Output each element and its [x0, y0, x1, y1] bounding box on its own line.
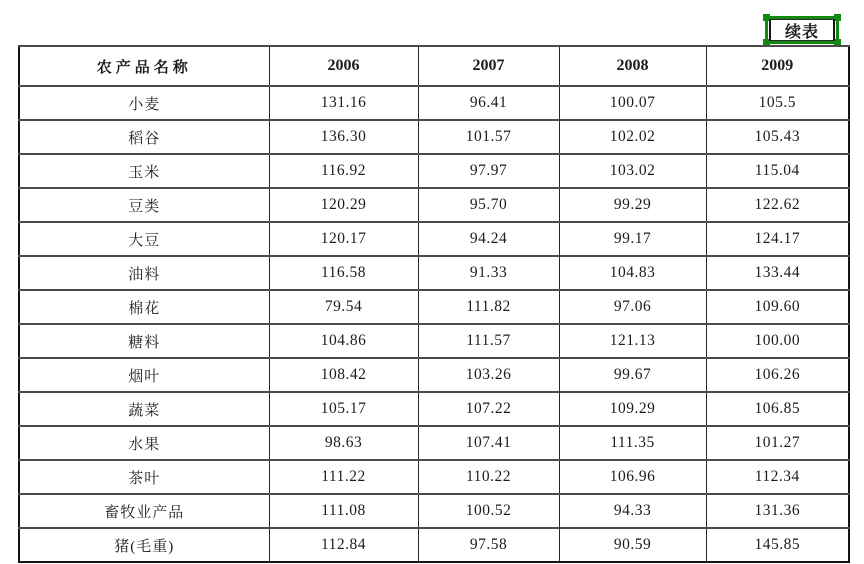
value-2007-cell: 103.26 — [418, 358, 559, 392]
value-2008-cell: 100.07 — [559, 86, 706, 120]
value-2006-cell: 111.08 — [269, 494, 418, 528]
value-2009-cell: 115.04 — [706, 154, 849, 188]
value-2006-cell: 112.84 — [269, 528, 418, 562]
value-2007-cell: 97.58 — [418, 528, 559, 562]
value-2007-cell: 101.57 — [418, 120, 559, 154]
product-name-cell: 茶叶 — [19, 460, 269, 494]
product-name-cell: 烟叶 — [19, 358, 269, 392]
value-2006-cell: 111.22 — [269, 460, 418, 494]
value-2006-cell: 98.63 — [269, 426, 418, 460]
product-name-cell: 猪(毛重) — [19, 528, 269, 562]
table-row — [19, 120, 849, 154]
value-2008-cell: 103.02 — [559, 154, 706, 188]
value-2009-cell: 105.43 — [706, 120, 849, 154]
value-2008-cell: 104.83 — [559, 256, 706, 290]
value-2009-cell: 112.34 — [706, 460, 849, 494]
value-2009-cell: 122.62 — [706, 188, 849, 222]
table-row — [19, 188, 849, 222]
value-2006-cell: 116.58 — [269, 256, 418, 290]
header-product-name: 农产品名称 — [19, 46, 269, 86]
table-row — [19, 222, 849, 256]
value-2006-cell: 79.54 — [269, 290, 418, 324]
header-year-2009: 2009 — [706, 46, 849, 86]
product-name-cell: 棉花 — [19, 290, 269, 324]
value-2009-cell: 133.44 — [706, 256, 849, 290]
value-2008-cell: 99.17 — [559, 222, 706, 256]
agricultural-price-index-table — [18, 45, 850, 563]
value-2009-cell: 106.85 — [706, 392, 849, 426]
value-2007-cell: 97.97 — [418, 154, 559, 188]
value-2009-cell: 106.26 — [706, 358, 849, 392]
product-name-cell: 小麦 — [19, 86, 269, 120]
product-name-cell: 畜牧业产品 — [19, 494, 269, 528]
table-row — [19, 86, 849, 120]
product-name-cell: 大豆 — [19, 222, 269, 256]
value-2007-cell: 110.22 — [418, 460, 559, 494]
value-2007-cell: 111.57 — [418, 324, 559, 358]
table-row — [19, 528, 849, 562]
continued-label-selection-box — [765, 16, 839, 44]
value-2006-cell: 120.29 — [269, 188, 418, 222]
value-2006-cell: 116.92 — [269, 154, 418, 188]
table-body — [19, 86, 849, 562]
table-row — [19, 154, 849, 188]
header-row — [19, 46, 849, 86]
value-2006-cell: 136.30 — [269, 120, 418, 154]
value-2009-cell: 101.27 — [706, 426, 849, 460]
value-2008-cell: 121.13 — [559, 324, 706, 358]
selection-handle-top-right — [834, 14, 841, 21]
table-header — [19, 46, 849, 86]
value-2008-cell: 99.29 — [559, 188, 706, 222]
value-2008-cell: 99.67 — [559, 358, 706, 392]
value-2006-cell: 120.17 — [269, 222, 418, 256]
product-name-cell: 稻谷 — [19, 120, 269, 154]
value-2008-cell: 111.35 — [559, 426, 706, 460]
value-2007-cell: 107.41 — [418, 426, 559, 460]
value-2007-cell: 91.33 — [418, 256, 559, 290]
value-2009-cell: 105.5 — [706, 86, 849, 120]
table-row — [19, 392, 849, 426]
value-2007-cell: 94.24 — [418, 222, 559, 256]
value-2008-cell: 109.29 — [559, 392, 706, 426]
product-name-cell: 水果 — [19, 426, 269, 460]
value-2007-cell: 95.70 — [418, 188, 559, 222]
product-name-cell: 糖料 — [19, 324, 269, 358]
value-2006-cell: 105.17 — [269, 392, 418, 426]
value-2009-cell: 124.17 — [706, 222, 849, 256]
table-row — [19, 290, 849, 324]
value-2008-cell: 106.96 — [559, 460, 706, 494]
table-row — [19, 426, 849, 460]
value-2009-cell: 131.36 — [706, 494, 849, 528]
value-2008-cell: 102.02 — [559, 120, 706, 154]
value-2009-cell: 100.00 — [706, 324, 849, 358]
header-year-2008: 2008 — [559, 46, 706, 86]
value-2007-cell: 96.41 — [418, 86, 559, 120]
table-row — [19, 324, 849, 358]
product-name-cell: 蔬菜 — [19, 392, 269, 426]
header-year-2007: 2007 — [418, 46, 559, 86]
value-2007-cell: 111.82 — [418, 290, 559, 324]
product-name-cell: 油料 — [19, 256, 269, 290]
value-2008-cell: 97.06 — [559, 290, 706, 324]
product-name-cell: 豆类 — [19, 188, 269, 222]
value-2009-cell: 145.85 — [706, 528, 849, 562]
value-2009-cell: 109.60 — [706, 290, 849, 324]
continued-label: 续表 — [769, 19, 835, 41]
value-2006-cell: 108.42 — [269, 358, 418, 392]
product-name-cell: 玉米 — [19, 154, 269, 188]
header-year-2006: 2006 — [269, 46, 418, 86]
value-2007-cell: 100.52 — [418, 494, 559, 528]
value-2008-cell: 90.59 — [559, 528, 706, 562]
value-2006-cell: 131.16 — [269, 86, 418, 120]
table-row — [19, 256, 849, 290]
value-2008-cell: 94.33 — [559, 494, 706, 528]
table-row — [19, 460, 849, 494]
table-row — [19, 494, 849, 528]
table-row — [19, 358, 849, 392]
value-2007-cell: 107.22 — [418, 392, 559, 426]
value-2006-cell: 104.86 — [269, 324, 418, 358]
